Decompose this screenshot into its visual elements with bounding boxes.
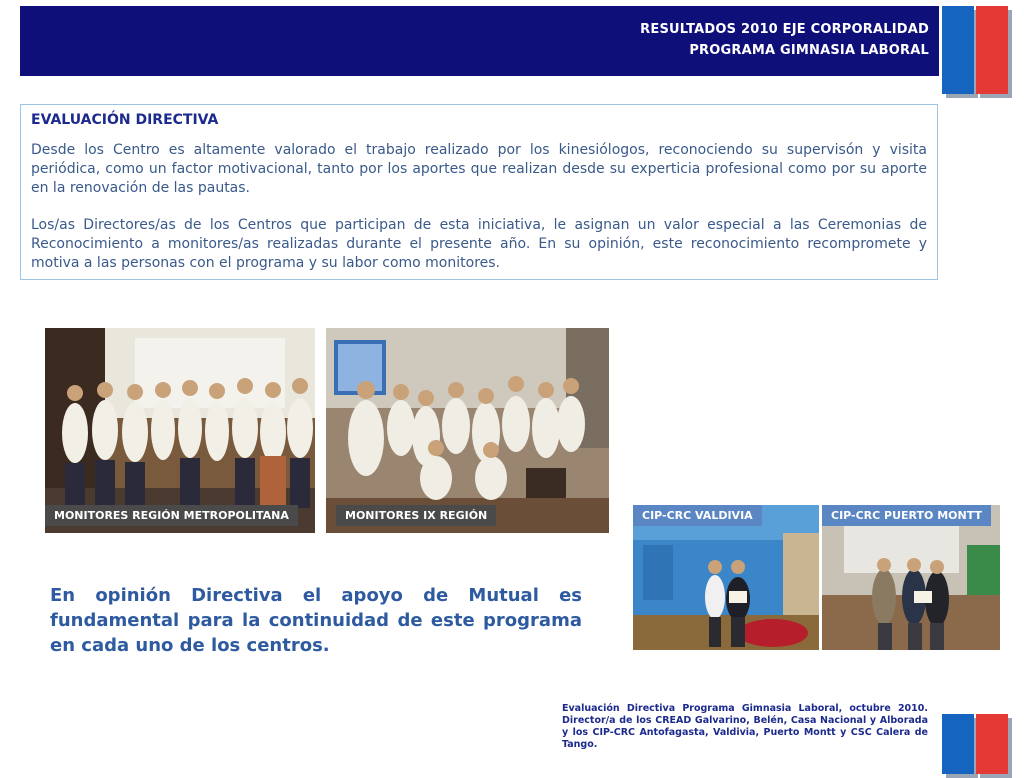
photo-monitores-ix-region [326, 328, 609, 533]
flag-decoration-bottom [942, 714, 1012, 774]
photo-cip-crc-puerto-montt [822, 505, 1000, 650]
evaluation-paragraph-1: Desde los Centro es altamente valorado el trabajo realizado por los kinesiólogos, reconociendo su supervisón y visita periódica, como un factor motivacional, tanto por los aportes que realizan desde su experticia profesional como por su aporte en la renovación de las pautas. [31, 142, 927, 196]
header-title-line2: PROGRAMA GIMNASIA LABORAL [689, 43, 929, 58]
photo-caption: MONITORES REGIÓN METROPOLITANA [45, 505, 298, 526]
flag-decoration-top [942, 6, 1012, 98]
photo-caption: CIP-CRC VALDIVIA [633, 505, 762, 526]
directive-opinion-quote: En opinión Directiva el apoyo de Mutual es fundamental para la continuidad de este programa en cada uno de los centros. [50, 585, 582, 656]
evaluation-box [20, 104, 938, 280]
photo-monitores-metropolitana [45, 328, 315, 533]
evaluation-title: EVALUACIÓN DIRECTIVA [31, 112, 219, 128]
photo-cip-crc-valdivia [633, 505, 819, 650]
photo-caption: MONITORES IX REGIÓN [336, 505, 496, 526]
source-note: Evaluación Directiva Programa Gimnasia Laboral, octubre 2010. Director/a de los CREAD Galvarino, Belén, Casa Nacional y Alborada y los CIP-CRC Antofagasta, Valdivia, Puerto Montt y CSC Calera de Tango. [562, 703, 928, 750]
photo-caption: CIP-CRC PUERTO MONTT [822, 505, 991, 526]
header-banner [20, 6, 939, 76]
evaluation-paragraph-2: Los/as Directores/as de los Centros que participan de esta iniciativa, le asignan un valor especial a las Ceremonias de Reconocimiento a monitores/as realizadas durante el presente año. En su opinión, este reconocimiento recompromete y motiva a las personas con el programa y su labor como monitores. [31, 217, 927, 271]
header-title-line1: RESULTADOS 2010 EJE CORPORALIDAD [640, 22, 929, 37]
